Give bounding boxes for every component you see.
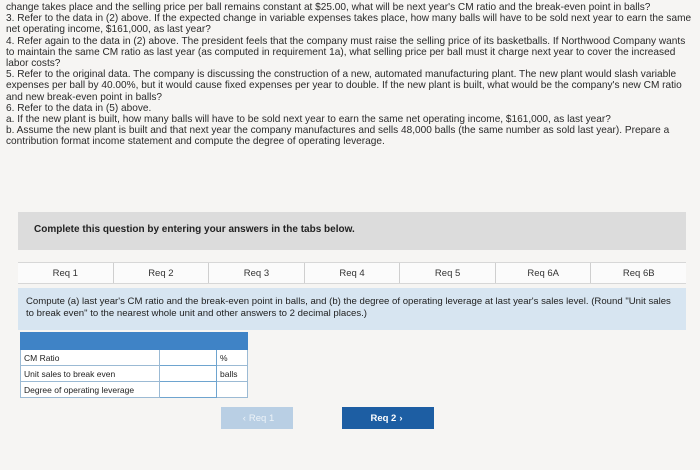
requirement-tabs: [18, 262, 686, 284]
tab-req-3[interactable]: Req 3: [209, 263, 305, 283]
cm-ratio-input[interactable]: [160, 350, 216, 365]
problem-text: [6, 2, 696, 148]
tab-req-6a[interactable]: Req 6A: [496, 263, 592, 283]
break-even-units-cell: [160, 366, 217, 382]
break-even-units-label: Unit sales to break even: [21, 366, 160, 382]
problem-paragraph: 3. Refer to the data in (2) above. If the expected change in variable expenses takes place, how many balls will have to be sold next year to earn the same net operating income, $161,000, as last year?: [6, 13, 694, 36]
break-even-units-input[interactable]: [160, 366, 216, 381]
complete-question-banner: [18, 212, 686, 250]
problem-paragraph: b. Assume the new plant is built and that next year the company manufactures and sells 48,000 balls (the same number as sold last year). Prepare a contribution format income statement and compute the degree of operating leverage.: [6, 125, 672, 148]
complete-question-text: Complete this question by entering your answers in the tabs below.: [34, 224, 355, 235]
break-even-units-unit: balls: [217, 366, 248, 382]
next-req-button[interactable]: [342, 407, 434, 429]
tab-req-5[interactable]: Req 5: [400, 263, 496, 283]
table-row: [21, 366, 248, 382]
problem-paragraph: 6. Refer to the data in (5) above.: [6, 102, 152, 114]
operating-leverage-unit: [217, 382, 248, 398]
tab-req-4[interactable]: Req 4: [305, 263, 401, 283]
table-header-row: [21, 333, 248, 350]
table-header-cell: [160, 333, 217, 350]
cm-ratio-cell: [160, 350, 217, 366]
operating-leverage-input[interactable]: [160, 382, 216, 397]
next-req-label: Req 2: [370, 412, 397, 424]
cm-ratio-label: CM Ratio: [21, 350, 160, 366]
problem-paragraph: 4. Refer again to the data in (2) above. The president feels that the company must raise the selling price of its basketballs. If Northwood Company wants to maintain the same CM ratio as last year (as computed in requirement 1a), what selling price per ball must it charge next year to cover the increased labor costs?: [6, 35, 689, 70]
operating-leverage-cell: [160, 382, 217, 398]
problem-paragraph: change takes place and the selling price per ball remains constant at $25.00, what will be next year's CM ratio and the break-even point in balls?: [6, 2, 651, 13]
problem-paragraph: a. If the new plant is built, how many balls will have to be sold next year to earn the same net operating income, $161,000, as last year?: [6, 114, 611, 126]
tab-req-1[interactable]: Req 1: [18, 263, 114, 283]
instruction-text: Compute (a) last year's CM ratio and the break-even point in balls, and (b) the degree of operating leverage at last year's sales level. (Round "Unit sales to break even" to the nearest whole unit and other answers to 2 decimal places.): [26, 296, 671, 319]
tab-req-2[interactable]: Req 2: [114, 263, 210, 283]
table-header-cell: [217, 333, 248, 350]
table-header-cell: [21, 333, 160, 350]
problem-paragraph: 5. Refer to the original data. The company is discussing the construction of a new, automated manufacturing plant. The new plant would slash variable expenses per ball by 40.00%, but it would cause fixed expenses per year to double. If the new plant is built, what would be the company's new CM ratio and new break-even point in balls?: [6, 69, 685, 103]
operating-leverage-label: Degree of operating leverage: [21, 382, 160, 398]
prev-req-button[interactable]: [221, 407, 293, 429]
answer-table: [20, 332, 248, 398]
tab-req-6b[interactable]: Req 6B: [622, 267, 655, 279]
table-row: [21, 382, 248, 398]
chevron-left-icon: ‹: [242, 412, 246, 424]
chevron-right-icon: ›: [399, 412, 403, 424]
prev-req-label: Req 1: [248, 412, 275, 424]
instruction-panel: [18, 288, 686, 330]
table-row: [21, 350, 248, 366]
cm-ratio-unit: %: [217, 350, 248, 366]
